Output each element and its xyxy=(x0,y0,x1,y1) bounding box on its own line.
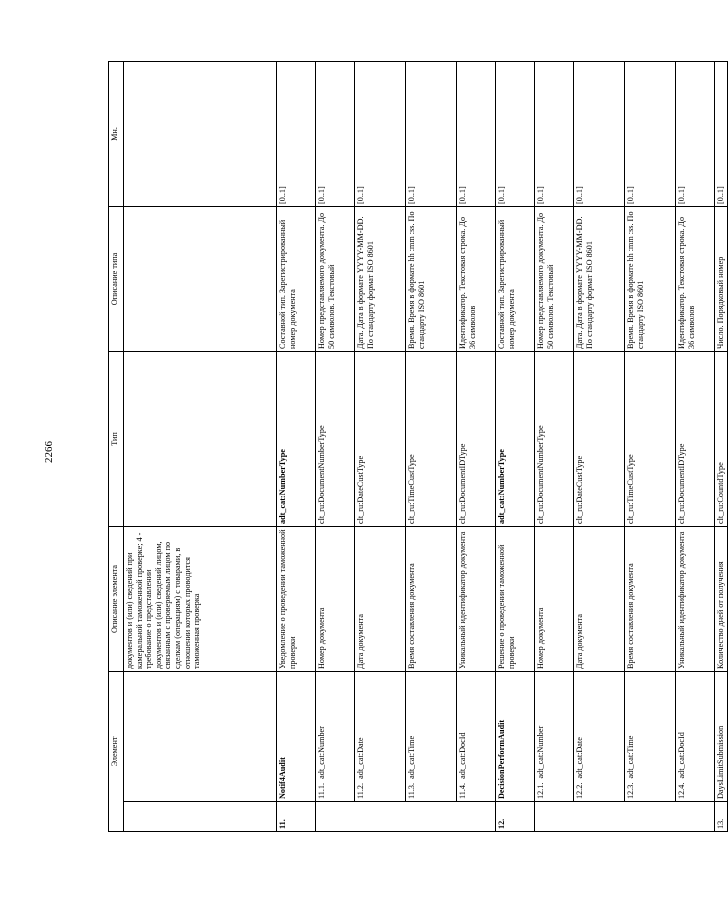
element-name-text: adt_cat:Time xyxy=(407,735,416,779)
header-type: Тип xyxy=(109,351,124,526)
cell-empty xyxy=(625,802,676,832)
table-row-continuation xyxy=(124,61,277,831)
cell-empty xyxy=(406,802,457,832)
page-number: 2266 xyxy=(43,441,55,463)
table-row xyxy=(715,61,728,831)
multiplicity: [0..1] xyxy=(535,61,574,206)
multiplicity: [0..1] xyxy=(406,61,457,206)
element-name xyxy=(676,671,715,801)
header-element: Элемент xyxy=(109,671,124,831)
type-description: Составной тип. Зарегистрированный номер документа xyxy=(496,206,535,351)
cell-empty xyxy=(124,351,277,526)
element-name xyxy=(355,671,406,801)
cell-empty xyxy=(535,802,574,832)
element-type: clt_ru:DocumentNumberType xyxy=(316,351,355,526)
row-number: 11.3. xyxy=(407,782,416,799)
element-description: Количество дней от получения xyxy=(715,526,728,671)
type-description: Составной тип. Зарегистрированный номер документа xyxy=(277,206,316,351)
cell-empty xyxy=(574,802,625,832)
cell-empty xyxy=(124,61,277,206)
type-description: Номер представляемого документа. До 50 символов. Текстовый xyxy=(316,206,355,351)
multiplicity: [0..1] xyxy=(316,61,355,206)
element-name-text: adt_cat:DocId xyxy=(677,732,686,779)
element-name xyxy=(406,671,457,801)
type-description: Номер представляемого документа. До 50 символов. Текстовый xyxy=(535,206,574,351)
row-number: 12.3. xyxy=(626,782,635,799)
row-number: 12.1. xyxy=(536,782,545,799)
multiplicity: [0..1] xyxy=(277,61,316,206)
cell-empty xyxy=(457,802,496,832)
multiplicity: [0..1] xyxy=(715,61,728,206)
table-row xyxy=(574,61,625,831)
multiplicity: [0..1] xyxy=(676,61,715,206)
row-number: 11.2. xyxy=(356,782,365,799)
table-row xyxy=(277,61,316,831)
element-type: clt_ru:DateCustType xyxy=(355,351,406,526)
type-description: Время. Время в формате hh :mm :ss. По стандарту ISO 8601 xyxy=(625,206,676,351)
element-description: Уникальный идентификатор документа xyxy=(457,526,496,671)
element-type: clt_ru:DateCustType xyxy=(574,351,625,526)
element-type: adt_cat:NumberType xyxy=(496,351,535,526)
element-type: clt_ru:DocumentNumberType xyxy=(535,351,574,526)
row-number: 12.4. xyxy=(677,782,686,799)
element-name: Notif4Audit xyxy=(277,671,316,801)
table-row xyxy=(496,61,535,831)
type-description: Идентификатор. Текстовая строка. До 36 символов xyxy=(676,206,715,351)
header-type-description: Описание типа xyxy=(109,206,124,351)
element-description: Дата документа xyxy=(355,526,406,671)
row-number: 11.4. xyxy=(458,782,467,799)
header-element-description: Описание элемента xyxy=(109,526,124,671)
table-row xyxy=(535,61,574,831)
table-row xyxy=(457,61,496,831)
multiplicity: [0..1] xyxy=(625,61,676,206)
element-spec-table xyxy=(108,61,728,832)
header-multiplicity: Мн. xyxy=(109,61,124,206)
cell-continuation-text: документов и (или) сведений при камеральной таможенной проверке; 4 - требование о представлении документов и (или) сведений лицом, связанным с проверяемым лицом по сделкам (операциям) с товарами, в отношении которых проводится таможенная проверка xyxy=(124,526,277,671)
cell-empty xyxy=(316,802,355,832)
type-description: Время. Время в формате hh :mm :ss. По стандарту ISO 8601 xyxy=(406,206,457,351)
table-row xyxy=(406,61,457,831)
element-type: clt_ru:CountdType xyxy=(715,351,728,526)
element-name: DaysLimitSubmission xyxy=(715,671,728,801)
element-name xyxy=(535,671,574,801)
element-name-text: adt_cat:Time xyxy=(626,735,635,779)
element-description: Уведомление о проведении таможенной проверки xyxy=(277,526,316,671)
element-name xyxy=(457,671,496,801)
element-type: clt_ru:TimeCustType xyxy=(406,351,457,526)
multiplicity: [0..1] xyxy=(457,61,496,206)
element-description: Дата документа xyxy=(574,526,625,671)
type-description: Дата. Дата в формате YYYY-MM-DD. По стандарту формат ISO 8601 xyxy=(355,206,406,351)
element-name-text: adt_cat:Date xyxy=(356,737,365,779)
type-description: Дата. Дата в формате YYYY-MM-DD. По стандарту формат ISO 8601 xyxy=(574,206,625,351)
cell-empty xyxy=(355,802,406,832)
table-row xyxy=(676,61,715,831)
element-type: clt_ru:TimeCustType xyxy=(625,351,676,526)
table-row xyxy=(625,61,676,831)
element-description: Решение о проведении таможенной проверки xyxy=(496,526,535,671)
cell-empty xyxy=(676,802,715,832)
cell-empty xyxy=(124,671,277,801)
multiplicity: [0..1] xyxy=(355,61,406,206)
type-description: Идентификатор. Текстовая строка. До 36 символов xyxy=(457,206,496,351)
cell-empty xyxy=(124,802,277,832)
row-number: 12. xyxy=(496,802,535,832)
table-row xyxy=(355,61,406,831)
row-number: 11. xyxy=(277,802,316,832)
cell-empty xyxy=(124,206,277,351)
row-number: 11.1. xyxy=(317,782,326,799)
element-name xyxy=(625,671,676,801)
element-description: Время составления документа xyxy=(625,526,676,671)
document-page xyxy=(108,62,725,832)
element-type: adt_cat:NumberType xyxy=(277,351,316,526)
element-description: Время составления документа xyxy=(406,526,457,671)
element-name-text: adt_cat:DocId xyxy=(458,732,467,779)
element-name-text: adt_cat:Number xyxy=(536,725,545,779)
element-type: clt_ru:DocumentIDType xyxy=(676,351,715,526)
element-name: DecisionPerformAudit xyxy=(496,671,535,801)
type-description: Число. Порядковый номер xyxy=(715,206,728,351)
element-name xyxy=(316,671,355,801)
element-name xyxy=(574,671,625,801)
table-header-row xyxy=(109,61,124,831)
multiplicity: [0..1] xyxy=(496,61,535,206)
element-name-text: adt_cat:Number xyxy=(317,726,326,779)
row-number: 12.2. xyxy=(575,782,584,799)
element-description: Номер документа xyxy=(316,526,355,671)
element-type: clt_ru:DocumentIDType xyxy=(457,351,496,526)
element-name-text: adt_cat:Date xyxy=(575,737,584,779)
table-row xyxy=(316,61,355,831)
multiplicity: [0..1] xyxy=(574,61,625,206)
element-description: Уникальный идентификатор документа xyxy=(676,526,715,671)
row-number: 13. xyxy=(715,802,728,832)
element-description: Номер документа xyxy=(535,526,574,671)
